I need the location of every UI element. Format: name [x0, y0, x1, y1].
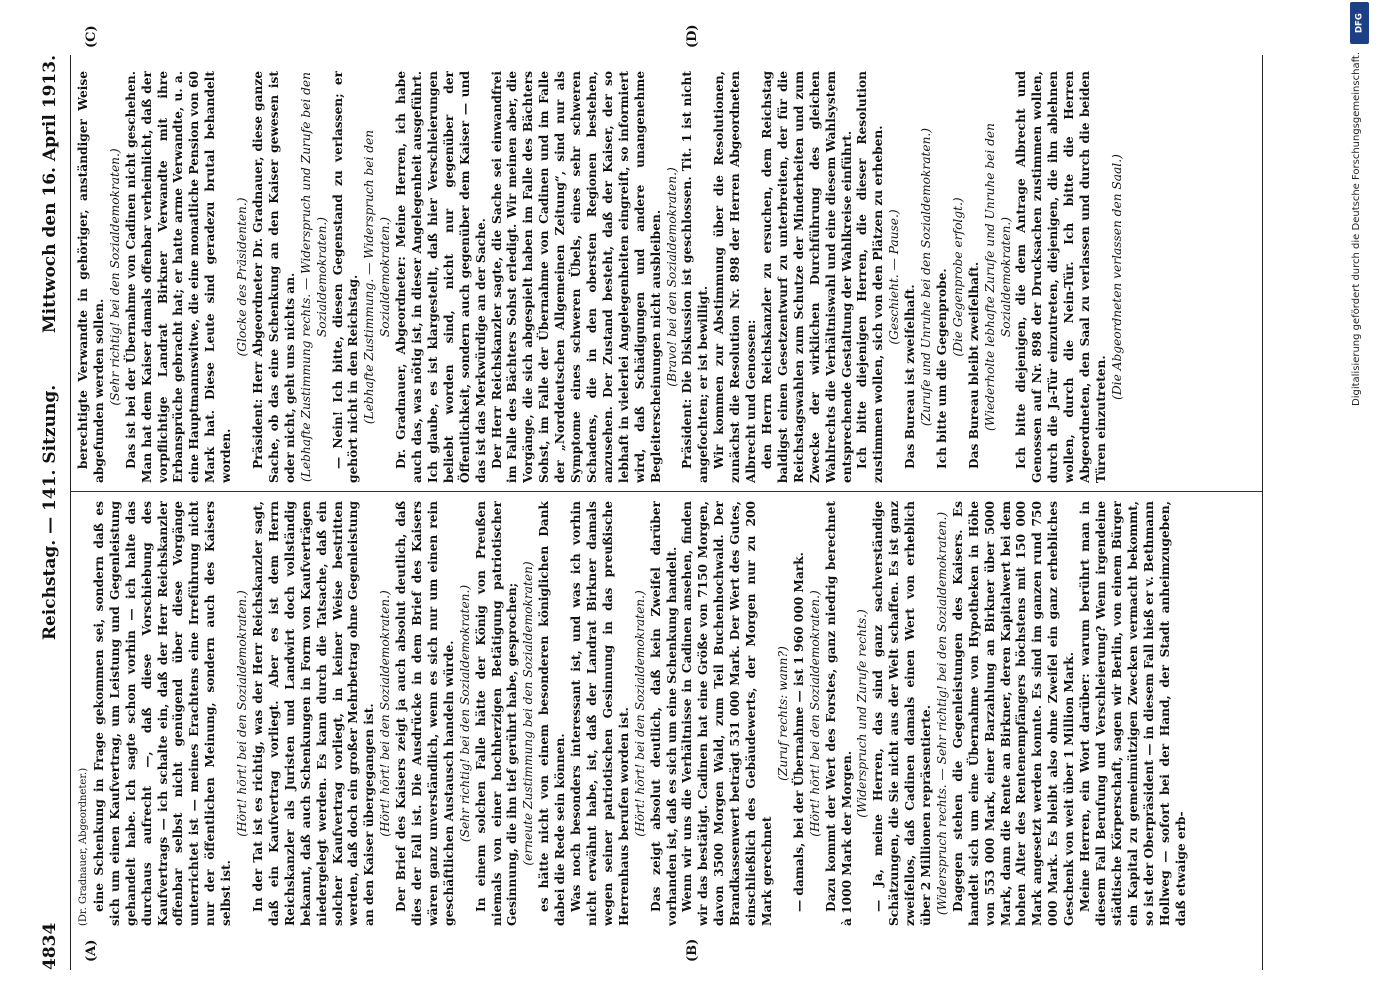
paragraph: Dagegen stehen die Gegenleistungen des Kaisers. Es handelt sich um eine Übernahme von Hypotheken in Höhe von 553 000 Mark, einer Barzahlung an Birkner über 5000 Mark, dann die Rente an Birkner, deren Kapitalwert bei dem hohen Alter des Rentenempfängers höchstens mit 150 000 Mark angesetzt werden konnte. Es sind im ganzen rund 750 000 Mark. Es bleibt also ohne Zweifel ein ganz erhebliches Geschenk von weit über 1 Million Mark. [950, 501, 1077, 926]
paragraph: Ich bitte um die Gegenprobe. [934, 268, 949, 469]
paragraph: (erneute Zustimmung bei den Sozialdemokraten) [521, 561, 536, 866]
page-header [40, 55, 64, 970]
paragraph: (Sehr richtig! bei den Sozialdemokraten.) [457, 584, 472, 843]
margin-mark-d: (D) [685, 24, 700, 48]
paragraph: Der Brief des Kaisers zeigt ja auch absolut deutlich, daß dies der Fall ist. Die Ausdrücke in dem Brief des Kaisers wären ganz unverständlich, wenn es sich nur um einen rein geschäftlichen Austausch handeln würde. [394, 501, 456, 926]
paragraph: In einem solchen Falle hätte der König von Preußen niemals von einer hochherzigen Betätigung patriotischer Gesinnung, die ihn tief gerührt habe, gesprochen; [473, 501, 520, 926]
session-title: Reichstag. — 141. Sitzung. [40, 384, 60, 641]
paragraph: Präsident: Die Diskussion ist geschlossen. Tit. 1 ist nicht angefochten; er ist bewilligt. [680, 71, 711, 483]
paragraph: (Widerspruch und Zurufe rechts.) [855, 609, 870, 818]
paragraph: (Lebhafte Zustimmung rechts. — Widerspruch und Zurufe bei den Sozialdemokraten.) [298, 72, 329, 482]
paragraph: Dr. Gradnauer, Abgeordneter: Meine Herren, ich habe auch das, was nötig ist, in dieser Angelegenheit ausgeführt. Ich glaube, es ist klargestellt, daß hier Verschleierungen beliebt worden sind, nicht nur gegenüber der Öffentlichkeit, sondern auch gegenüber dem Kaiser — und das ist das Merkwürdige an der Sache. [394, 71, 488, 483]
paragraph: (Zuruf rechts: wann?) [775, 646, 790, 781]
column-separator [70, 491, 1262, 492]
margin-mark-a: (A) [84, 939, 99, 962]
paragraph: Das Bureau ist zweifelhaft. [903, 284, 918, 469]
paragraph: (Die Abgeordneten verlassen den Saal.) [1109, 154, 1124, 400]
paragraph: Ich bitte diejenigen, die dem Antrage Albrecht und Genossen auf Nr. 898 der Drucksachen zustimmen wollen, durch die Ja-Tür einzutreten, diejenigen, die ihn ablehnen wollen, durch die Nein-Tür. Ich bitte die Herren Abgeordneten, den Saal zu verlassen und durch die beiden Türen einzutreten. [1014, 71, 1108, 483]
header-rule [70, 55, 71, 970]
paragraph: berechtigte Verwandte in gehöriger, anständiger Weise abgefunden werden sollen. [76, 71, 106, 483]
margin-mark-b: (B) [685, 938, 700, 962]
paragraph: (Hört! hört! bei den Sozialdemokraten.) [632, 590, 647, 837]
paragraph: Wenn wir uns die Verhältnisse in Cadinen ansehen, finden wir das bestätigt. Cadinen hat eine Größe von 7150 Morgen, davon 3500 Morgen Wald, zum Teil Buchenhochwald. Der Brandkassenwert beträgt 531 000 Mark. Der Wert des Gutes, einschließlich des Gebäudewerts, der Morgen nur zu 200 Mark gerechnet [680, 501, 774, 926]
paragraph: den Herrn Reichskanzler zu ersuchen, dem Reichstag baldigst einen Gesetzentwurf zu unterbreiten, der für die Reichstagswahlen zum Schutze der Minderheiten und zum Zwecke der wirklichen Durchführung des gleichen Wahlrechts die Verhältniswahl und eine diesem Wahlsystem entsprechende Gestaltung der Wahlkreise einführt. [759, 71, 854, 483]
paragraph: eine Schenkung in Frage gekommen sei, sondern daß es sich um einen Kaufvertrag, um Leistung und Gegenleistung gehandelt habe. Ich sagte schon vorhin — ich halte das durchaus aufrecht —, daß diese Vorschiebung des Kaufvertrags — ich schalte ein, daß der Herr Reichskanzler offenbar selbst nicht genügend über diese Vorgänge unterrichtet ist — meines Erachtens eine Irreführung nicht nur der öffentlichen Meinung, sondern auch des Kaisers selbst ist. [91, 501, 234, 926]
paragraph: Präsident: Herr Abgeordneter Dr. Gradnauer, diese ganze Sache, ob das eine Schenkung an den Kaiser gewesen ist oder nicht, geht uns nichts an. [250, 71, 297, 483]
paragraph: (Lebhafte Zustimmung. — Widerspruch bei den Sozialdemokraten.) [362, 129, 393, 425]
dfg-logo: DFG [1350, 2, 1369, 44]
paragraph: Das zeigt absolut deutlich, daß kein Zweifel darüber vorhanden ist, daß es sich um eine Schenkung handelt. [648, 501, 679, 926]
paragraph: (Glocke des Präsidenten.) [235, 197, 250, 357]
paragraph: es hätte nicht von einem besonderen königlichen Dank dabei die Rede sein können. [537, 501, 568, 926]
paragraph: (Wiederholte lebhafte Zurufe und Unruhe bei den Sozialdemokraten.) [982, 123, 1013, 431]
paragraph: (Hört! hört! bei den Sozialdemokraten.) [807, 590, 822, 837]
paragraph: (Dr. Gradnauer, Abgeordneter.) [78, 767, 89, 926]
digitization-credit: Digitalisierung gefördert durch die Deutsche Forschungsgemeinschaft. [1351, 52, 1362, 407]
left-column [76, 501, 1256, 926]
paragraph: — Ja, meine Herren, das sind ganz sachverständige Schätzungen, die Sie nicht aus der Welt schaffen. Es ist ganz zweifellos, daß Cadinen damals einen Wert von erheblich über 2 Millionen repräsentierte. [871, 501, 934, 926]
paragraph: (Hört! hört! bei den Sozialdemokraten.) [235, 590, 250, 837]
paragraph: (Bravo! bei den Sozialdemokraten.) [664, 167, 679, 387]
paragraph: In der Tat ist es richtig, was der Herr Reichskanzler sagt, daß ein Kaufvertrag vorliegt. Aber es ist dem Herrn Reichskanzler als Juristen und Landwirt doch vollständig bekannt, daß auch Schenkungen in Form von Kaufverträgen niedergelegt werden. Es kann durch die Tatsache, daß ein solcher Kaufvertrag vorliegt, in keiner Weise bestritten werden, daß doch ein großer Mehrbetrag ohne Gegenleistung an den Kaiser übergegangen ist. [250, 501, 377, 926]
paragraph: (Geschieht. — Pause.) [887, 209, 902, 345]
paragraph: (Hört! hört! bei den Sozialdemokraten.) [378, 590, 393, 837]
paragraph: (Die Gegenprobe erfolgt.) [950, 197, 965, 357]
page-number: 4834 [40, 922, 60, 970]
paragraph: (Sehr richtig! bei den Sozialdemokraten.) [107, 148, 122, 406]
paragraph: — damals, bei der Übernahme — ist 1 960 000 Mark. [791, 552, 806, 912]
paragraph: Was noch besonders interessant ist, und was ich vorhin nicht erwähnt habe, ist, daß der Landrat Birkner damals wegen seiner patriotischen Gesinnung in das preußische Herrenhaus berufen worden ist. [569, 501, 631, 926]
paragraph: Wir kommen zur Abstimmung über die Resolutionen, zunächst die Resolution Nr. 898 der Herren Abgeordneten Albrecht und Genossen: [712, 71, 759, 483]
paragraph: Das ist bei der Übernahme von Cadinen nicht geschehen. Man hat dem Kaiser damals offenbar verheimlicht, daß der vorpflichtige Landrat Birkner Verwandte mit ihre Erbansprüche gebracht hat; er hatte arme Verwandte, u. a. eine Hauptmannswitwe, die eine monatliche Pension von 60 Mark hat. Diese Leute sind geradezu brutal behandelt worden. [123, 71, 234, 483]
paragraph: Meine Herren, ein Wort darüber: warum berührt man in diesem Fall Berufung und Verschleierung? Wenn irgendeine städtische Körperschaft, sagen wir Berlin, von einem Bürger ein Kapital zu gemeinnützigen Zwecken vermacht bekommt, so ist der Oberpräsident — in diesem Fall hieß er v. Bethmann Hollweg — sofort bei der Hand, der Stadt anheimzugeben, daß etwaige erb- [1078, 501, 1188, 926]
paragraph: Dazu kommt der Wert des Forstes, ganz niedrig berechnet à 1000 Mark der Morgen. [823, 501, 854, 926]
paragraph: (Zurufe und Unruhe bei den Sozialdemokraten.) [919, 127, 934, 427]
margin-mark-c: (C) [84, 25, 99, 48]
footer-rule [1262, 55, 1263, 970]
right-column [76, 71, 1256, 483]
paragraph: (Widerspruch rechts. — Sehr richtig! bei den Sozialdemokraten.) [934, 511, 949, 916]
session-date: Mittwoch den 16. April 1913. [40, 55, 60, 334]
paragraph: Das Bureau bleibt zweifelhaft. [966, 261, 981, 469]
paragraph: Der Herr Reichskanzler sagte, die Sache sei einwandfrei im Falle des Bächters Sohst erledigt. Wir meinen aber, die Vorgänge, die sich abgespielt haben im Falle des Bächters Sohst, im Falle der Übernahme von Cadinen und im Falle der „Norddeutschen Allgemeinen Zeitung“, sind nur als Symptome eines schweren Übels, eines sehr schweren Schadens, die in den obersten Regionen bestehen, anzusehen. Der Zustand besteht, daß der Kaiser, der so lebhaft in vielerlei Angelegenheiten eingreift, so informiert wird, daß Schädigungen und andere unangenehme Begleiterscheinungen nicht ausbleiben. [489, 71, 663, 483]
paragraph: — Nein! Ich bitte, diesen Gegenstand zu verlassen; er gehört nicht in den Reichstag. [330, 71, 361, 483]
paragraph: Ich bitte diejenigen Herren, die dieser Resolution zustimmen wollen, sich von den Plätzen zu erheben. [855, 71, 886, 483]
